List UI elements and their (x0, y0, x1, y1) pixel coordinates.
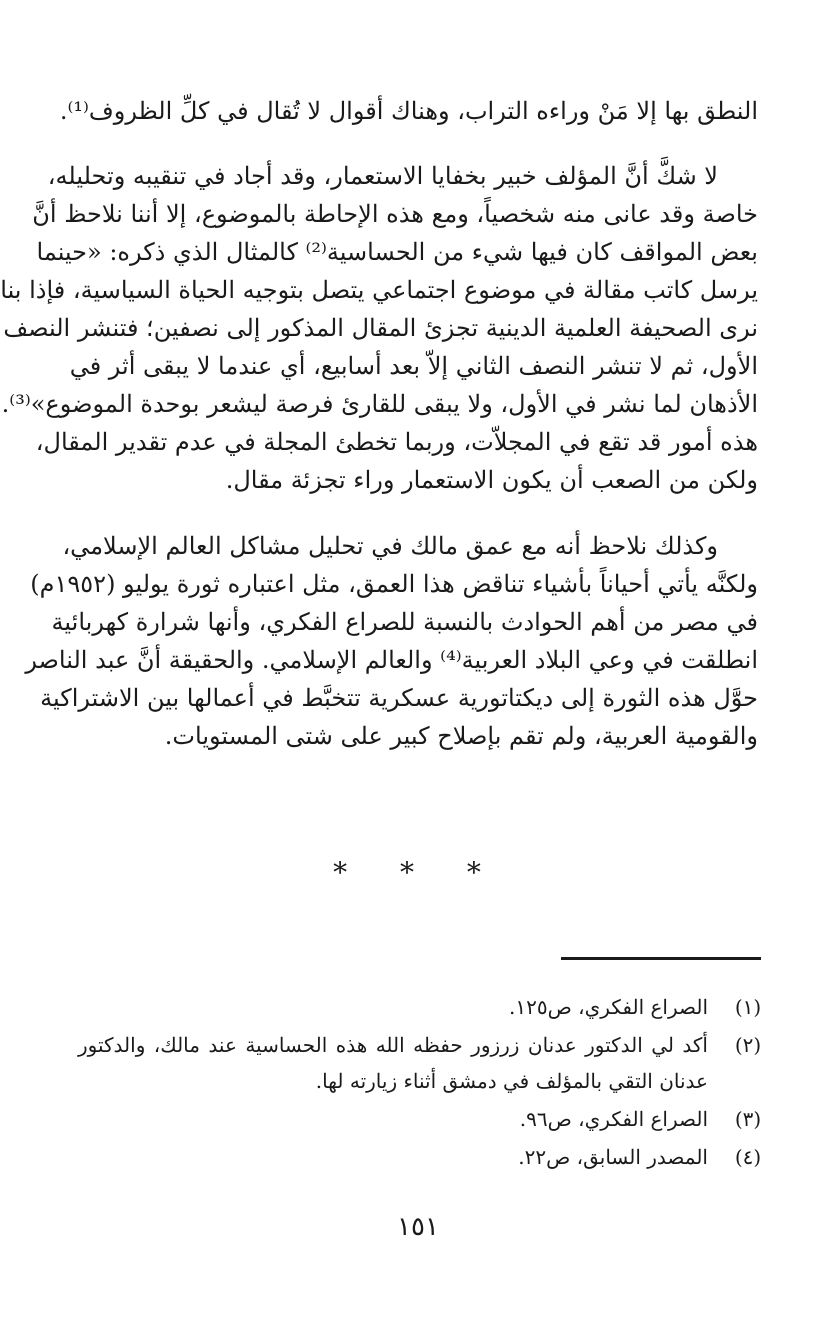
footnote-divider (561, 957, 761, 960)
body-line: لا شكَّ أنَّ المؤلف خبير بخفايا الاستعمار، وقد أجاد في تنقيبه وتحليله، (47, 162, 718, 190)
page-number: ١٥١ (397, 1212, 439, 1242)
footnote-number: (٢) (734, 1033, 762, 1057)
footnote-number: (١) (734, 995, 762, 1019)
body-line: هذه أمور قد تقع في المجلاّت، وربما تخطئ المجلة في عدم تقدير المقال، (35, 428, 758, 456)
footnote-text: المصدر السابق، ص٢٢. (518, 1145, 708, 1169)
footnote-text: الصراع الفكري، ص٩٦. (519, 1107, 708, 1131)
body-line: وكذلك نلاحظ أنه مع عمق مالك في تحليل مشاكل العالم الإسلامي، (62, 532, 718, 560)
body-line: الأذهان لما نشر في الأول، ولا يبقى للقارئ فرصة ليشعر بوحدة الموضوع»⁽³⁾. (1, 390, 758, 418)
footnote-number: (٤) (734, 1145, 762, 1169)
body-line: في مصر من أهم الحوادث بالنسبة للصراع الفكري، وأنها شرارة كهربائية (51, 608, 758, 636)
section-separator: * * * (333, 856, 503, 889)
body-line: الأول، ثم لا تنشر النصف الثاني إلاّ بعد أسابيع، أي عندما لا يبقى أثر في (69, 352, 758, 380)
body-line: حوَّل هذه الثورة إلى ديكتاتورية عسكرية تتخبَّط في أعمالها بين الاشتراكية (40, 684, 758, 712)
body-line: خاصة وقد عانى منه شخصياً، ومع هذه الإحاطة بالموضوع، إلا أننا نلاحظ أنَّ (32, 200, 758, 228)
body-line: بعض المواقف كان فيها شيء من الحساسية⁽²⁾ كالمثال الذي ذكره: «حينما (36, 238, 758, 266)
footnote-text: عدنان التقي بالمؤلف في دمشق أثناء زيارته لها. (315, 1069, 708, 1093)
body-line: النطق بها إلا مَنْ وراءه التراب، وهناك أقوال لا تُقال في كلِّ الظروف⁽¹⁾. (59, 97, 758, 125)
body-line: والقومية العربية، ولم تقم بإصلاح كبير على شتى المستويات. (164, 722, 758, 750)
body-line: انطلقت في وعي البلاد العربية⁽⁴⁾ والعالم الإسلامي. والحقيقة أنَّ عبد الناصر (25, 646, 758, 674)
footnote-text: أكد لي الدكتور عدنان زرزور حفظه الله هذه الحساسية عند مالك، والدكتور (78, 1033, 708, 1057)
footnote-text: الصراع الفكري، ص١٢٥. (509, 995, 708, 1019)
body-line: يرسل كاتب مقالة في موضوع اجتماعي يتصل بتوجيه الحياة السياسية، فإذا بنا (0, 276, 758, 304)
body-line: ولكنَّه يأتي أحياناً بأشياء تناقض هذا العمق، مثل اعتباره ثورة يوليو (١٩٥٢م) (30, 570, 758, 598)
body-line: نرى الصحيفة العلمية الدينية تجزئ المقال المذكور إلى نصفين؛ فتنشر النصف (3, 314, 758, 342)
footnote-number: (٣) (734, 1107, 762, 1131)
body-line: ولكن من الصعب أن يكون الاستعمار وراء تجزئة مقال. (225, 466, 758, 494)
